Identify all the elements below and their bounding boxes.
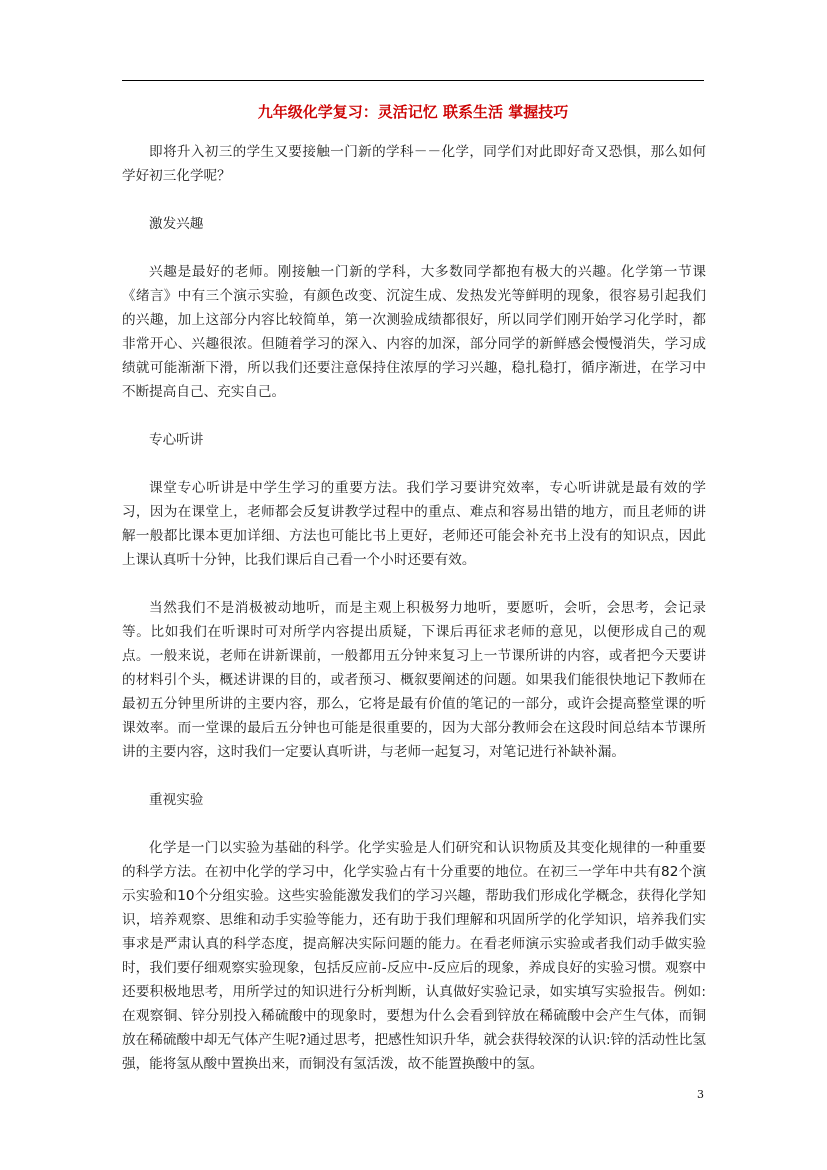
document-title: 九年级化学复习：灵活记忆 联系生活 掌握技巧: [257, 103, 569, 121]
section-paragraph: 化学是一门以实验为基础的科学。化学实验是人们研究和认识物质及其变化规律的一种重要的科学方法。在初中化学的学习中，化学实验占有十分重要的地位。在初三一学年中共有82个演示实验和10个分组实验。这些实验能激发我们的学习兴趣，帮助我们形成化学概念，获得化学知识，培养观察、思维和动手实验等能力，还有助于我们理解和巩固所学的化学知识，培养我们实事求是严肃认真的科学态度，提高解决实际问题的能力。在看老师演示实验或者我们动手做实验时，我们要仔细观察实验现象，包括反应前-反应中-反应后的现象，养成良好的实验习惯。观察中还要积极地思考，用所学过的知识进行分析判断，认真做好实验记录，如实填写实验报告。例如:在观察铜、锌分别投入稀硫酸中的现象时，要想为什么会看到锌放在稀硫酸中会产生气体，而铜放在稀硫酸中却无气体产生呢?通过思考，把感性知识升华，就会获得较深的认识:锌的活动性比氢强，能将氢从酸中置换出来，而铜没有氢活泼，故不能置换酸中的氢。: [122, 840, 706, 1072]
intro-paragraph: 即将升入初三的学生又要接触一门新的学科－－化学，同学们对此即好奇又恐惧，那么如何学好初三化学呢？: [122, 144, 706, 184]
page-number: 3: [697, 1088, 704, 1101]
section-heading-experiments: 重视实验: [149, 792, 204, 808]
section-heading-listening: 专心听讲: [149, 432, 204, 448]
section-paragraph: 课堂专心听讲是中学生学习的重要方法。我们学习要讲究效率，专心听讲就是最有效的学习，因为在课堂上，老师都会反复讲教学过程中的重点、难点和容易出错的地方，而且老师的讲解一般都比课本更加详细、方法也可能比书上更好，老师还可能会补充书上没有的知识点，因此上课认真听十分钟，比我们课后自己看一个小时还要有效。: [122, 480, 706, 568]
document-body: [122, 140, 706, 1100]
section-heading-interest: 激发兴趣: [149, 216, 204, 232]
section-paragraph: 当然我们不是消极被动地听，而是主观上积极努力地听，要愿听，会听，会思考，会记录等。比如我们在听课时可对所学内容提出质疑，下课后再征求老师的意见，以便形成自己的观点。一般来说，老师在讲新课前，一般都用五分钟来复习上一节课所讲的内容，或者把今天要讲的材料引个头，概述讲课的目的，或者预习、概叙要阐述的问题。如果我们能很快地记下教师在最初五分钟里所讲的主要内容，那么，它将是最有价值的笔记的一部分，或许会提高整堂课的听课效率。而一堂课的最后五分钟也可能是很重要的，因为大部分教师会在这段时间总结本节课所讲的主要内容，这时我们一定要认真听讲，与老师一起复习，对笔记进行补缺补漏。: [122, 600, 706, 760]
header-rule: [122, 80, 704, 81]
section-paragraph: 兴趣是最好的老师。刚接触一门新的学科，大多数同学都抱有极大的兴趣。化学第一节课《绪言》中有三个演示实验，有颜色改变、沉淀生成、发热发光等鲜明的现象，很容易引起我们的兴趣，加上这部分内容比较简单，第一次测验成绩都很好，所以同学们刚开始学习化学时，都非常开心、兴趣很浓。但随着学习的深入、内容的加深，部分同学的新鲜感会慢慢消失，学习成绩就可能渐渐下滑，所以我们还要注意保持住浓厚的学习兴趣，稳扎稳打，循序渐进，在学习中不断提高自己、充实自己。: [122, 264, 706, 400]
